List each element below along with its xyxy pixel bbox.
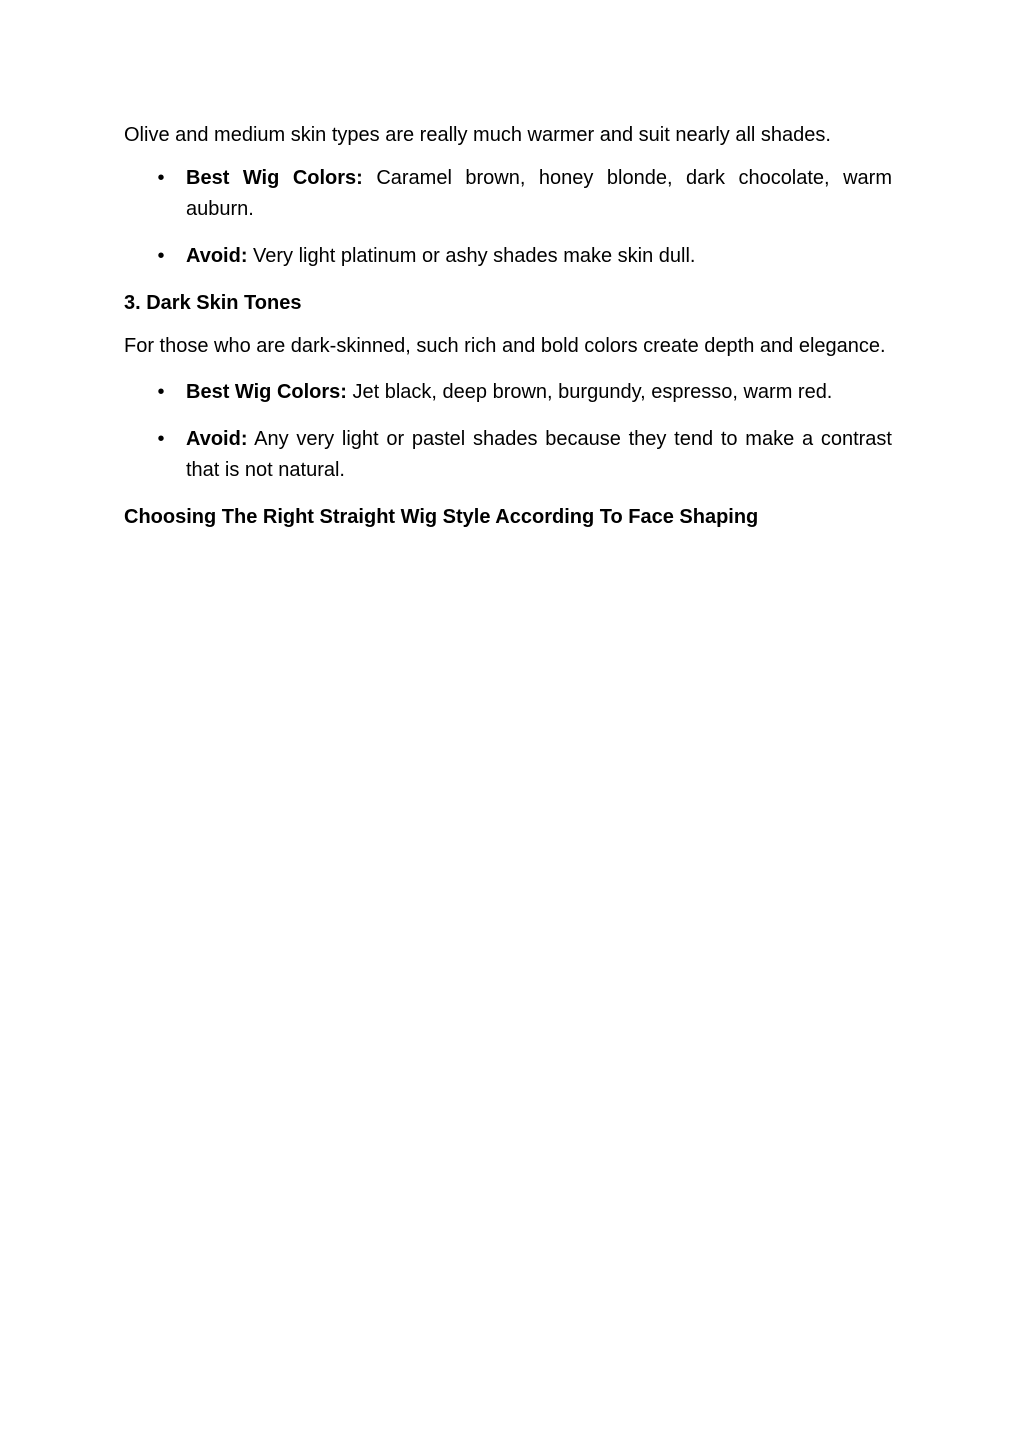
bullet-lead: Avoid: xyxy=(186,428,248,450)
bullet-text: Any very light or pastel shades because they tend to make a contrast that is not natural. xyxy=(186,428,892,481)
list-item xyxy=(124,163,892,225)
bullet-lead: Best Wig Colors: xyxy=(186,381,347,403)
dark-skin-bullet-list xyxy=(124,377,892,486)
bullet-icon: • xyxy=(157,381,165,403)
section-heading-dark-skin: 3. Dark Skin Tones xyxy=(124,292,302,314)
bullet-icon: • xyxy=(157,167,165,189)
section-heading-face-shape: Choosing The Right Straight Wig Style According To Face Shaping xyxy=(124,506,759,528)
bullet-text: Caramel brown, honey blonde, dark chocolate, warm auburn. xyxy=(186,167,893,220)
bullet-icon: • xyxy=(157,428,165,450)
bullet-icon: • xyxy=(157,245,165,267)
bullet-text: Jet black, deep brown, burgundy, espresso, warm red. xyxy=(346,381,833,403)
list-item xyxy=(124,377,892,408)
bullet-text: Very light platinum or ashy shades make skin dull. xyxy=(247,245,696,267)
bullet-lead: Best Wig Colors: xyxy=(186,167,363,189)
bullet-lead: Avoid: xyxy=(186,245,248,267)
dark-skin-paragraph: For those who are dark-skinned, such rich and bold colors create depth and elegance. xyxy=(124,335,886,357)
document-page xyxy=(124,120,892,545)
list-item xyxy=(124,424,892,486)
list-item xyxy=(124,241,892,272)
medium-skin-bullet-list xyxy=(124,163,892,272)
intro-paragraph: Olive and medium skin types are really much warmer and suit nearly all shades. xyxy=(124,124,831,146)
